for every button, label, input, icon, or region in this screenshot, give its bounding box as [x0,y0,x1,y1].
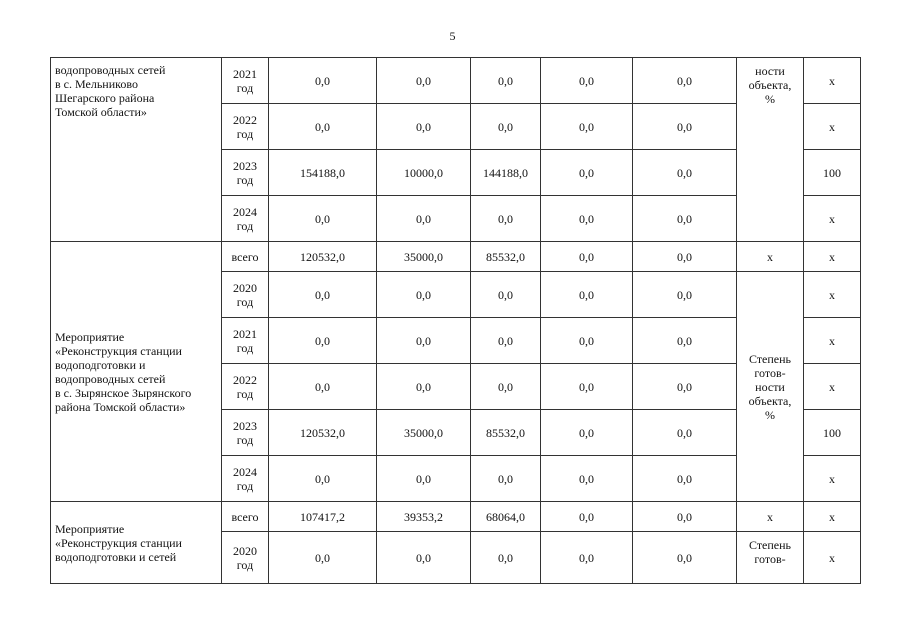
total-funds-cell: 0,0 [269,456,377,502]
indicator-cell: Степень готов- ности объекта, % [737,272,804,502]
regional-budget-cell: 0,0 [471,104,541,150]
table-row-total [51,502,861,532]
measure-name: Мероприятие «Реконструкция станции водоподготовки и сетей [51,502,222,584]
extrabudgetary-cell: 0,0 [633,502,737,532]
indicator-cell: ности объекта, % [737,58,804,242]
total-funds-cell: 120532,0 [269,242,377,272]
federal-budget-cell: 0,0 [377,104,471,150]
target-value-cell: х [804,242,861,272]
period-cell: 2021 год [222,318,269,364]
federal-budget-cell: 0,0 [377,318,471,364]
measure-name: водопроводных сетей в с. Мельниково Шегарского района Томской области» [51,58,222,242]
period-cell: 2020 год [222,532,269,584]
target-value-cell: х [804,532,861,584]
federal-budget-cell: 0,0 [377,58,471,104]
extrabudgetary-cell: 0,0 [633,104,737,150]
period-cell: 2021 год [222,58,269,104]
regional-budget-cell: 85532,0 [471,410,541,456]
regional-budget-cell: 0,0 [471,272,541,318]
target-value-cell: х [804,104,861,150]
regional-budget-cell: 0,0 [471,58,541,104]
regional-budget-cell: 0,0 [471,318,541,364]
extrabudgetary-cell: 0,0 [633,150,737,196]
total-funds-cell: 0,0 [269,58,377,104]
regional-budget-cell: 144188,0 [471,150,541,196]
total-funds-cell: 0,0 [269,318,377,364]
indicator-cell: х [737,502,804,532]
target-value-cell: х [804,364,861,410]
local-budget-cell: 0,0 [541,104,633,150]
extrabudgetary-cell: 0,0 [633,196,737,242]
federal-budget-cell: 10000,0 [377,150,471,196]
regional-budget-cell: 0,0 [471,364,541,410]
federal-budget-cell: 0,0 [377,532,471,584]
target-value-cell: 100 [804,410,861,456]
regional-budget-cell: 85532,0 [471,242,541,272]
table-row-total [51,242,861,272]
federal-budget-cell: 0,0 [377,196,471,242]
extrabudgetary-cell: 0,0 [633,410,737,456]
federal-budget-cell: 35000,0 [377,242,471,272]
period-cell: 2022 год [222,104,269,150]
total-funds-cell: 107417,2 [269,502,377,532]
target-value-cell: х [804,456,861,502]
extrabudgetary-cell: 0,0 [633,364,737,410]
federal-budget-cell: 0,0 [377,272,471,318]
regional-budget-cell: 0,0 [471,456,541,502]
extrabudgetary-cell: 0,0 [633,272,737,318]
extrabudgetary-cell: 0,0 [633,532,737,584]
period-cell: 2023 год [222,150,269,196]
period-cell: всего [222,242,269,272]
period-cell: 2023 год [222,410,269,456]
total-funds-cell: 0,0 [269,272,377,318]
extrabudgetary-cell: 0,0 [633,58,737,104]
total-funds-cell: 0,0 [269,364,377,410]
local-budget-cell: 0,0 [541,196,633,242]
page-number: 5 [449,29,456,43]
extrabudgetary-cell: 0,0 [633,318,737,364]
local-budget-cell: 0,0 [541,150,633,196]
target-value-cell: 100 [804,150,861,196]
period-cell: 2022 год [222,364,269,410]
local-budget-cell: 0,0 [541,58,633,104]
federal-budget-cell: 0,0 [377,364,471,410]
program-table [50,57,861,584]
total-funds-cell: 0,0 [269,104,377,150]
local-budget-cell: 0,0 [541,410,633,456]
total-funds-cell: 0,0 [269,532,377,584]
target-value-cell: х [804,58,861,104]
federal-budget-cell: 39353,2 [377,502,471,532]
target-value-cell: х [804,318,861,364]
regional-budget-cell: 68064,0 [471,502,541,532]
total-funds-cell: 154188,0 [269,150,377,196]
federal-budget-cell: 35000,0 [377,410,471,456]
local-budget-cell: 0,0 [541,502,633,532]
extrabudgetary-cell: 0,0 [633,456,737,502]
local-budget-cell: 0,0 [541,272,633,318]
regional-budget-cell: 0,0 [471,196,541,242]
target-value-cell: х [804,272,861,318]
target-value-cell: х [804,196,861,242]
period-cell: всего [222,502,269,532]
local-budget-cell: 0,0 [541,242,633,272]
indicator-cell: х [737,242,804,272]
indicator-cell: Степень готов- [737,532,804,584]
period-cell: 2024 год [222,196,269,242]
total-funds-cell: 120532,0 [269,410,377,456]
measure-name: Мероприятие «Реконструкция станции водоподготовки и водопроводных сетей в с. Зырянское Зырянского района Томской области» [51,242,222,502]
federal-budget-cell: 0,0 [377,456,471,502]
local-budget-cell: 0,0 [541,456,633,502]
total-funds-cell: 0,0 [269,196,377,242]
local-budget-cell: 0,0 [541,364,633,410]
regional-budget-cell: 0,0 [471,532,541,584]
period-cell: 2020 год [222,272,269,318]
period-cell: 2024 год [222,456,269,502]
table-row [51,58,861,104]
extrabudgetary-cell: 0,0 [633,242,737,272]
local-budget-cell: 0,0 [541,318,633,364]
target-value-cell: х [804,502,861,532]
local-budget-cell: 0,0 [541,532,633,584]
